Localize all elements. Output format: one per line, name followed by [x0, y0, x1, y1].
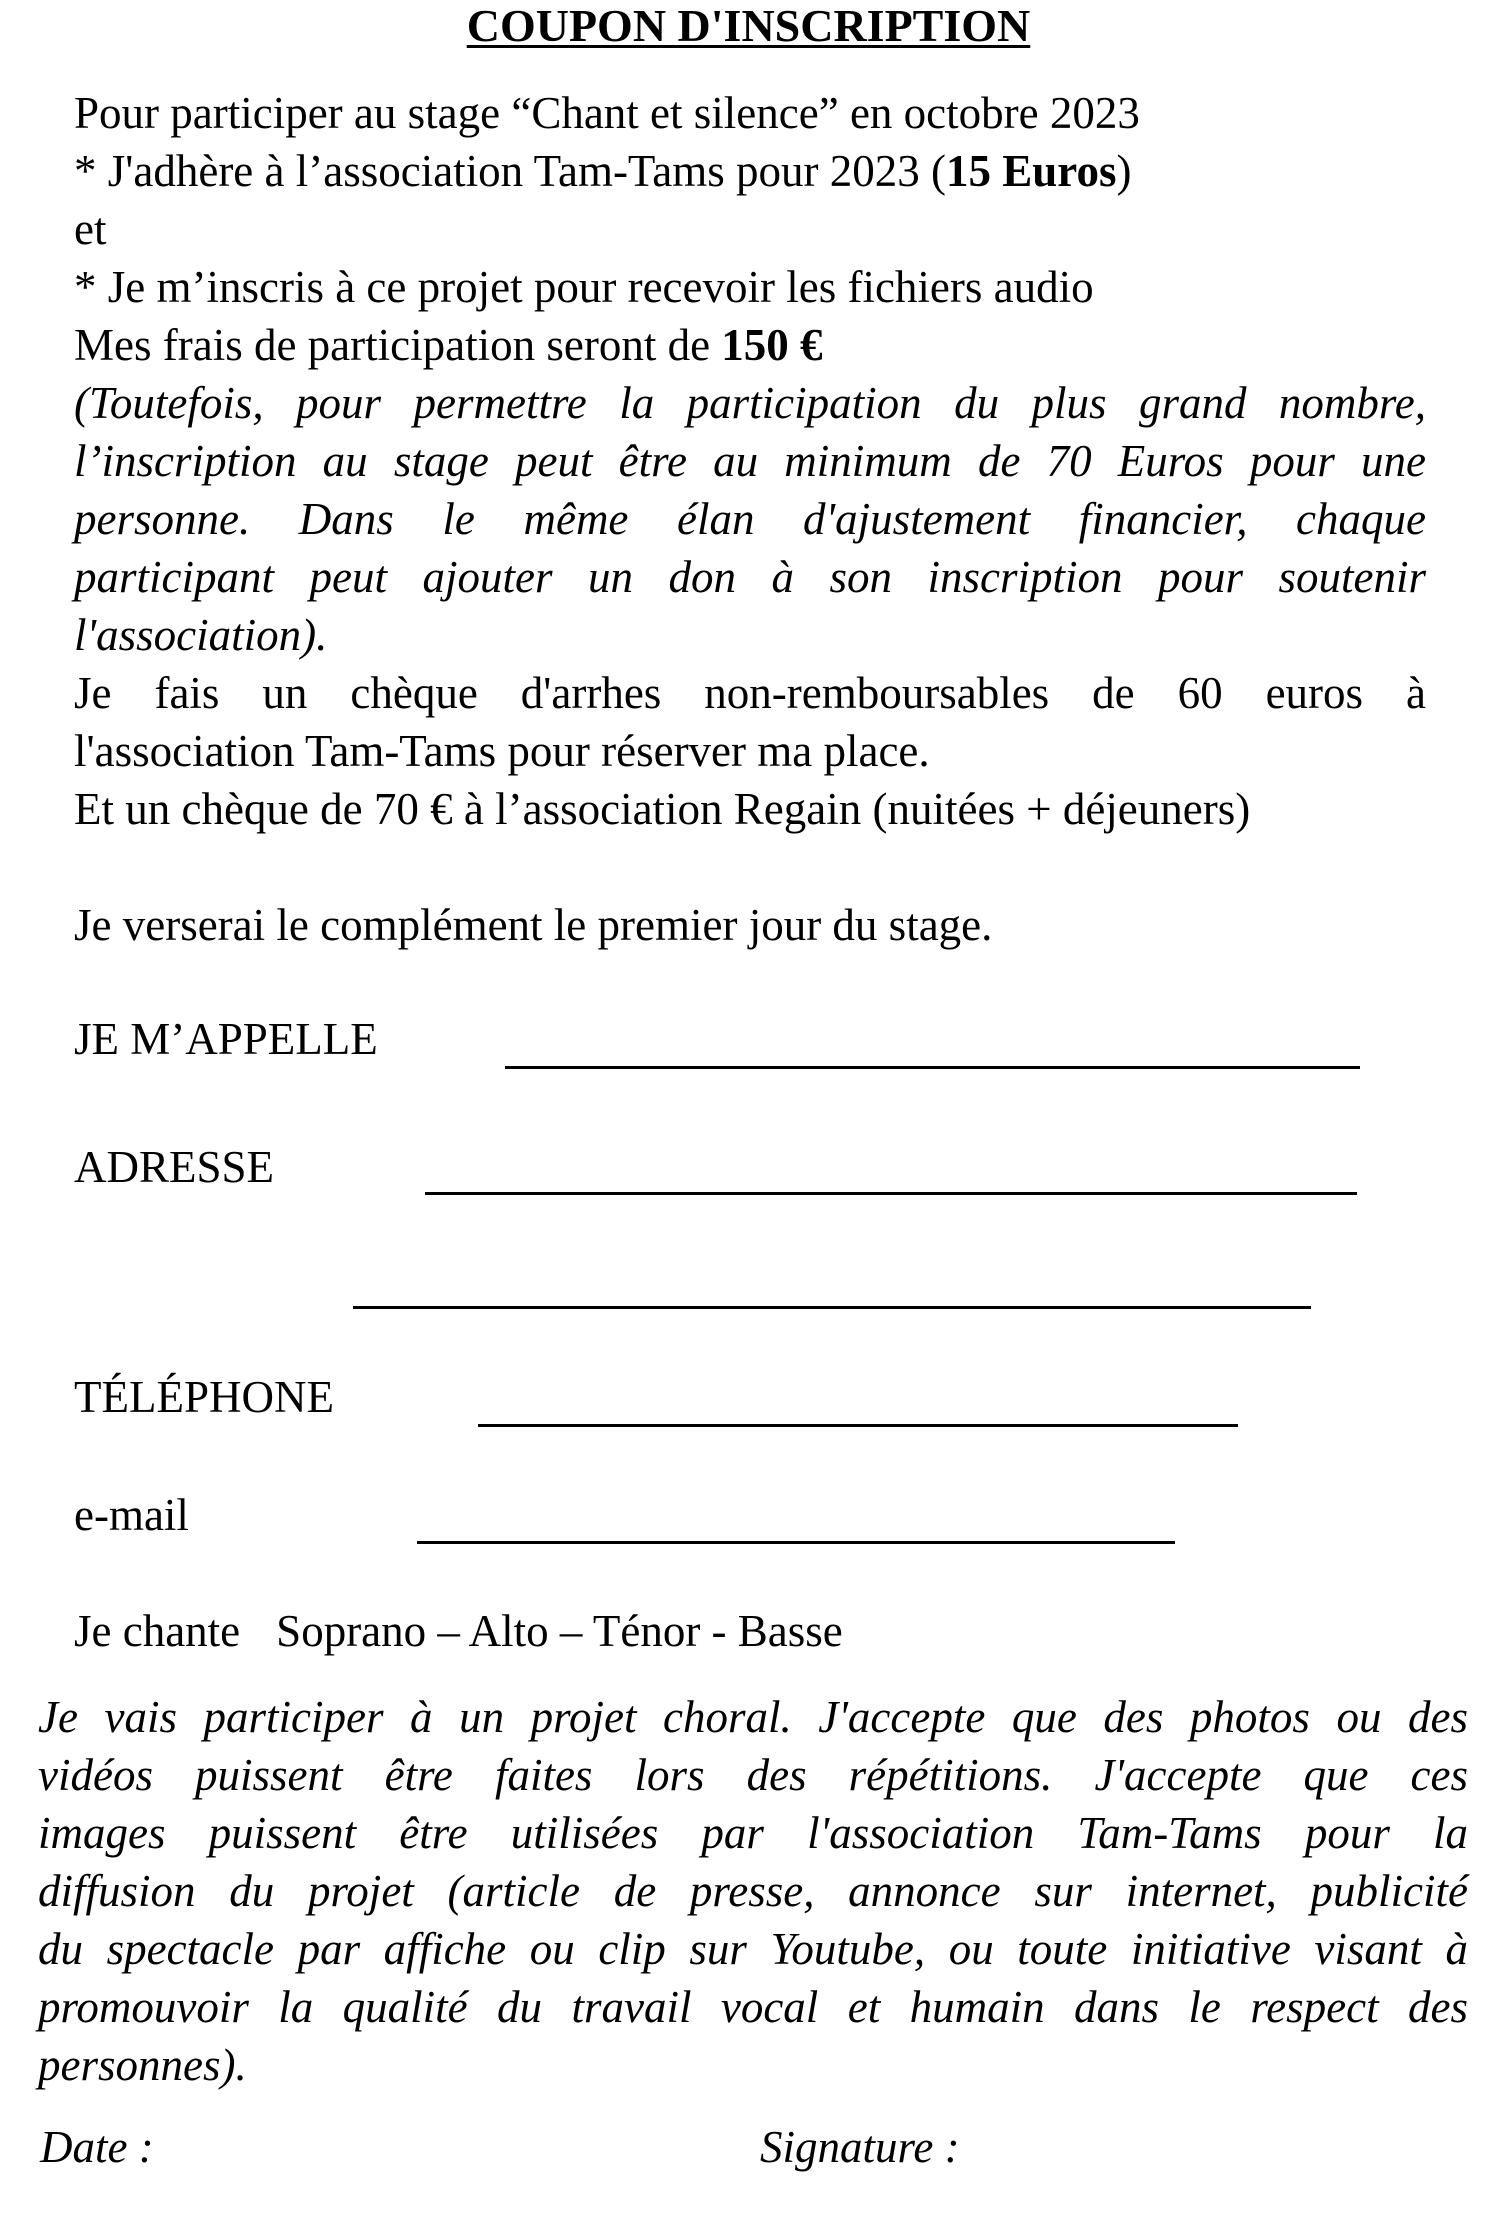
- payment-line-3: Et un chèque de 70 € à l’association Regain (nuitées + déjeuners): [74, 784, 1251, 834]
- intro-block: [74, 84, 1424, 374]
- address-field-line-2[interactable]: [353, 1306, 1311, 1309]
- note-line-1: (Toutefois, pour permettre la participation du plus grand nombre,: [74, 378, 1426, 428]
- note-line-5: l'association).: [74, 610, 328, 660]
- voice-label: Je chante: [74, 1606, 241, 1656]
- intro-line-2: [74, 142, 1424, 200]
- date-label: Date :: [40, 2122, 154, 2172]
- consent-line-4: diffusion du projet (article de presse, annonce sur internet, publicité: [38, 1866, 1468, 1916]
- intro-line-5: [74, 316, 1424, 374]
- membership-text: * J'adhère à l’association Tam-Tams pour 2023 (: [74, 146, 946, 196]
- consent-line-2: vidéos puissent être faites lors des répétitions. J'accepte que ces: [38, 1750, 1468, 1800]
- email-field[interactable]: [417, 1541, 1175, 1544]
- payment-line-4: Je verserai le complément le premier jour du stage.: [74, 900, 993, 950]
- consent-line-7: personnes).: [38, 2040, 247, 2090]
- phone-field[interactable]: [478, 1424, 1238, 1427]
- voice-options[interactable]: Soprano – Alto – Ténor - Basse: [276, 1606, 843, 1656]
- address-field-line-1[interactable]: [425, 1192, 1357, 1195]
- address-label: ADRESSE: [74, 1142, 275, 1192]
- fee-text: Mes frais de participation seront de: [74, 320, 722, 370]
- voice-row: [74, 1602, 843, 1660]
- payment-block: [74, 664, 1426, 954]
- intro-line-4: * Je m’inscris à ce projet pour recevoir les fichiers audio: [74, 262, 1094, 312]
- payment-line-2: l'association Tam-Tams pour réserver ma place.: [74, 726, 930, 776]
- name-field[interactable]: [505, 1066, 1360, 1069]
- fee-note: [74, 374, 1426, 664]
- name-label: JE M’APPELLE: [74, 1014, 378, 1064]
- note-line-2: l’inscription au stage peut être au minimum de 70 Euros pour une: [74, 436, 1426, 486]
- participation-fee: 150 €: [721, 320, 823, 370]
- title-text: COUPON D'INSCRIPTION: [466, 0, 1031, 51]
- membership-fee: 15 Euros: [946, 146, 1117, 196]
- note-line-4: participant peut ajouter un don à son inscription pour soutenir: [74, 552, 1426, 602]
- page-title: [0, 0, 1497, 52]
- payment-line-1: Je fais un chèque d'arrhes non-remboursables de 60 euros à: [74, 668, 1426, 718]
- consent-line-3: images puissent être utilisées par l'association Tam-Tams pour la: [38, 1808, 1468, 1858]
- intro-line-3: et: [74, 204, 107, 254]
- phone-label: TÉLÉPHONE: [74, 1372, 334, 1422]
- image-consent: [38, 1688, 1468, 2094]
- consent-line-1: Je vais participer à un projet choral. J'accepte que des photos ou des: [38, 1692, 1468, 1742]
- email-label: e-mail: [74, 1490, 189, 1540]
- consent-line-5: du spectacle par affiche ou clip sur Youtube, ou toute initiative visant à: [38, 1924, 1468, 1974]
- note-line-3: personne. Dans le même élan d'ajustement financier, chaque: [74, 494, 1426, 544]
- signature-label: Signature :: [760, 2122, 960, 2172]
- membership-close: ): [1116, 146, 1132, 196]
- intro-line-1: Pour participer au stage “Chant et silence” en octobre 2023: [74, 88, 1140, 138]
- consent-line-6: promouvoir la qualité du travail vocal et humain dans le respect des: [38, 1982, 1468, 2032]
